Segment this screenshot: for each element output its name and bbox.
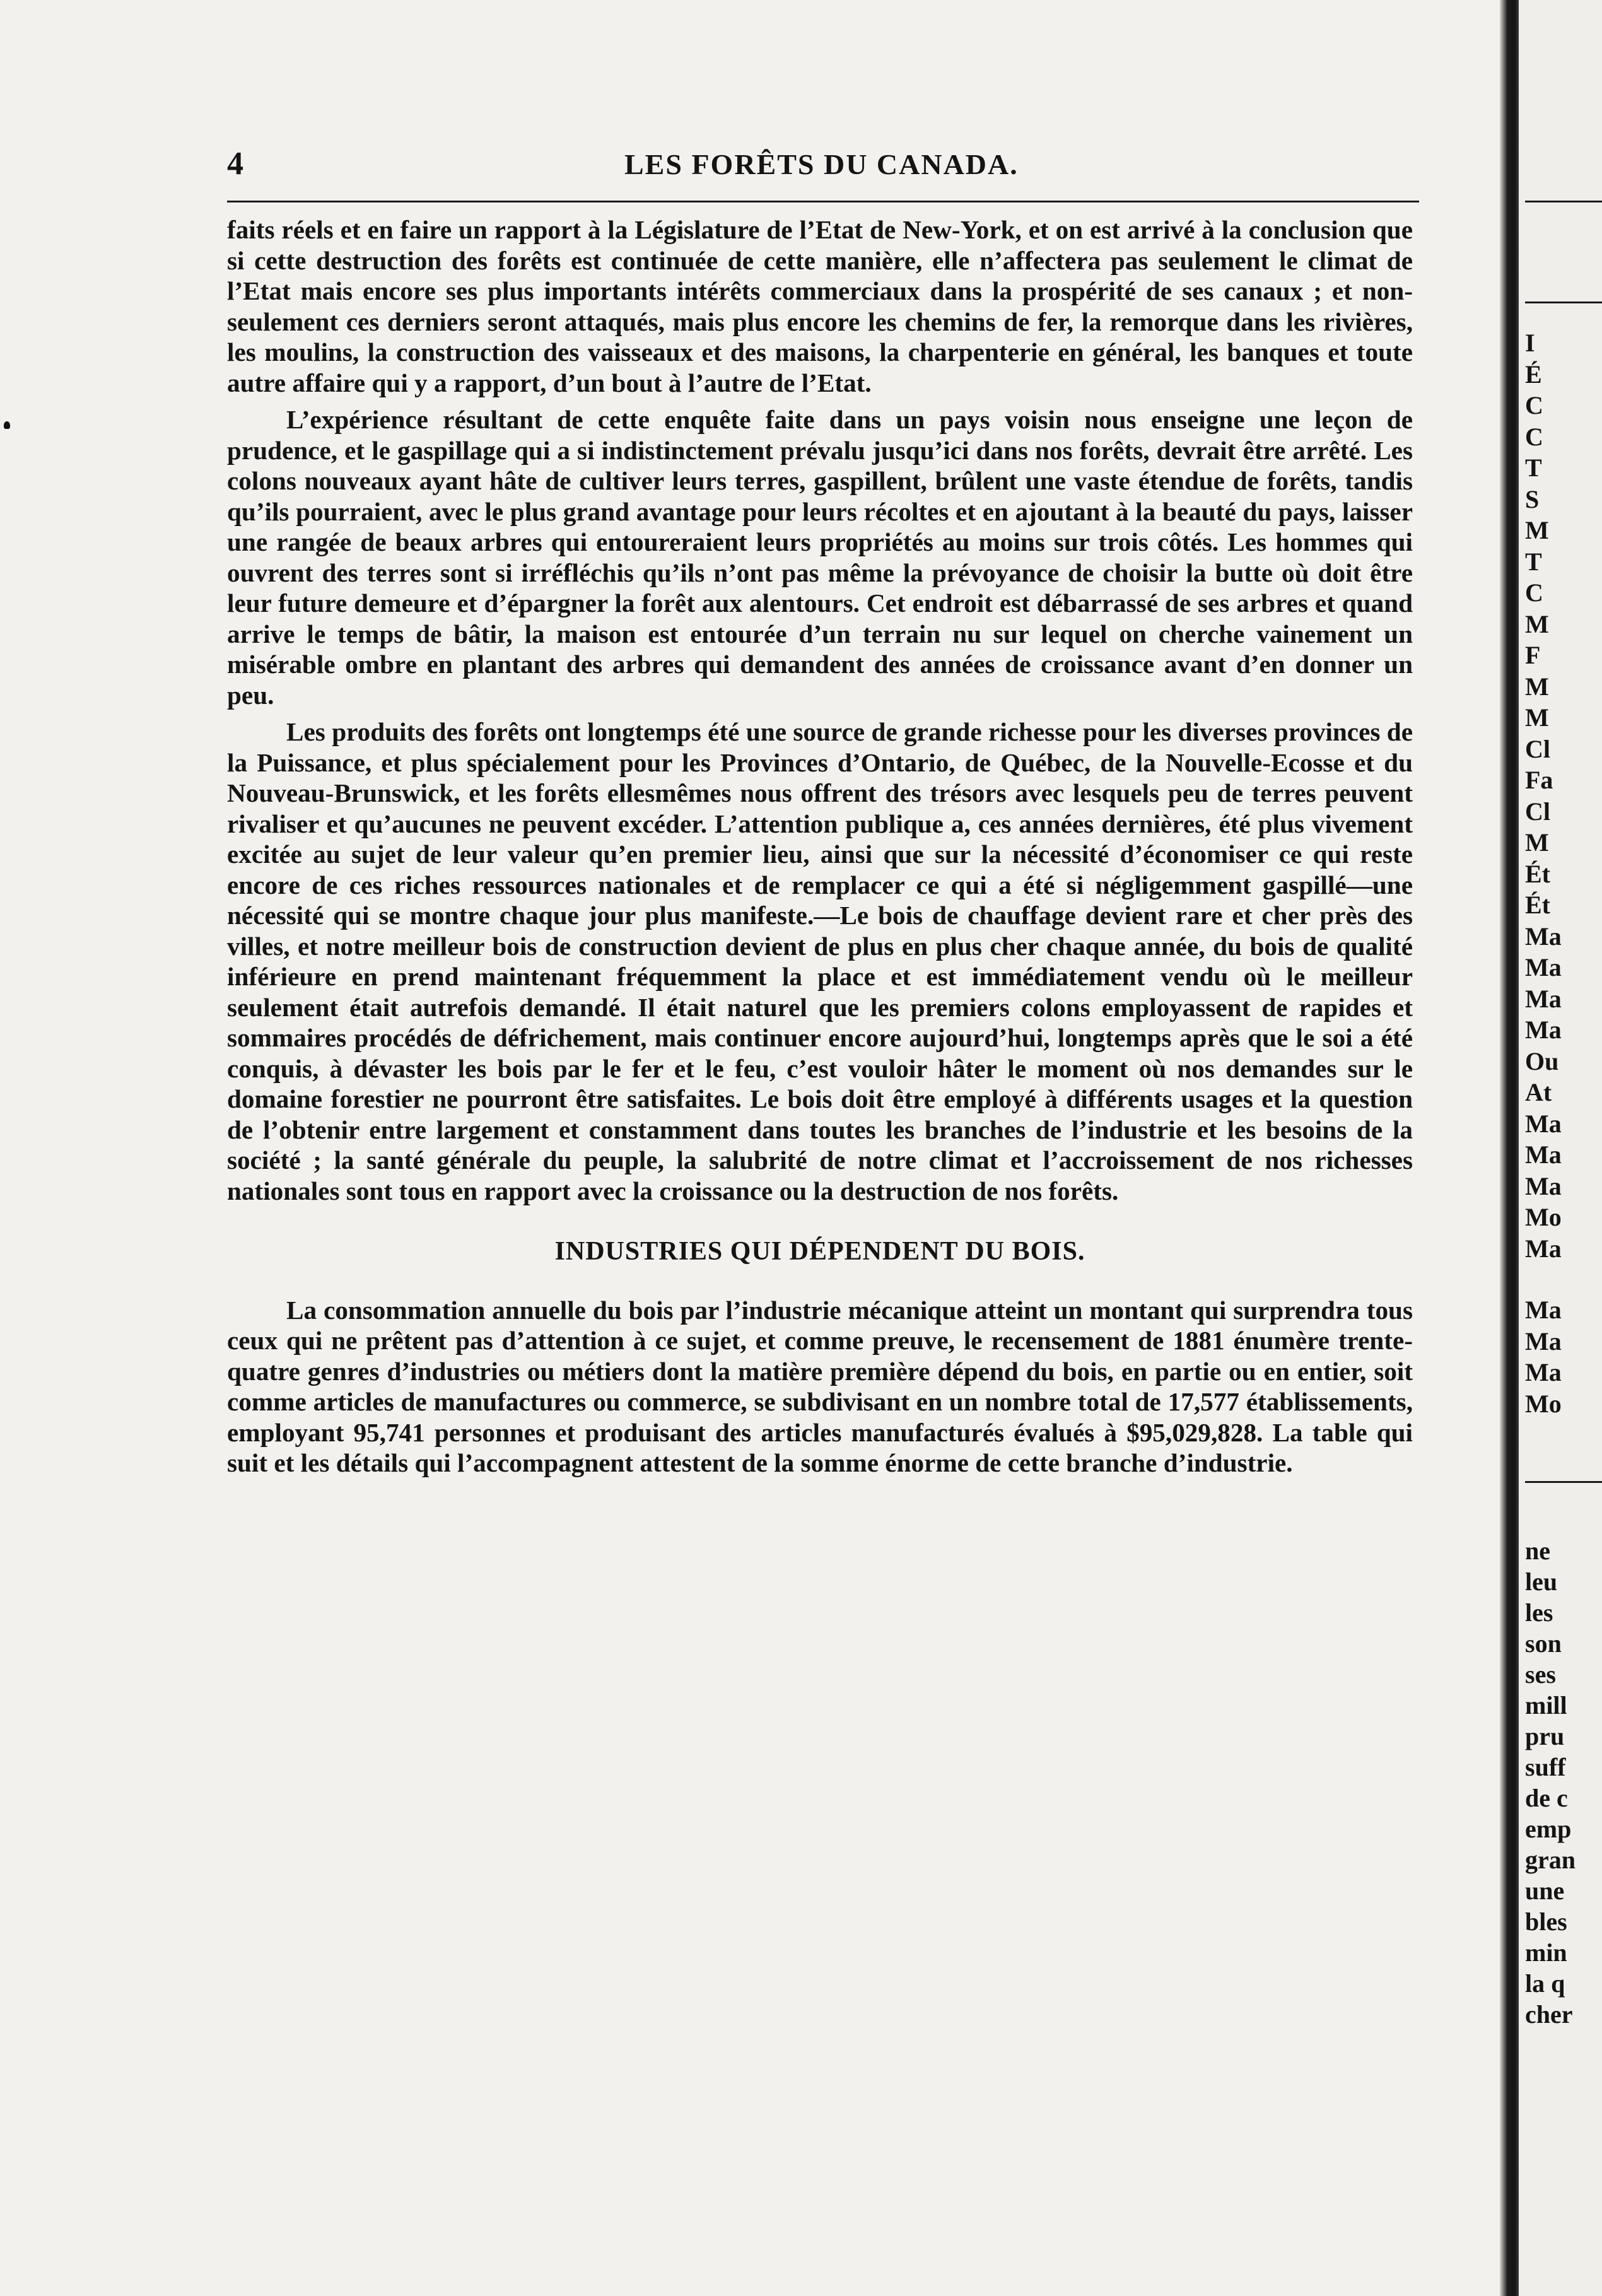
facing-list-fragment: Ma	[1525, 1327, 1562, 1356]
facing-list-fragment: M	[1525, 672, 1549, 701]
facing-list-fragment: F	[1525, 641, 1541, 669]
facing-text-fragment: cher	[1525, 2000, 1573, 2029]
facing-list-fragment: I	[1525, 329, 1535, 357]
facing-text-fragment: bles	[1525, 1907, 1567, 1936]
facing-list-fragment: Ma	[1525, 1109, 1562, 1138]
facing-list-fragment: M	[1525, 516, 1549, 544]
facing-list-fragment: T	[1525, 454, 1542, 482]
facing-list-fragment: T	[1525, 547, 1542, 576]
facing-list-fragment: M	[1525, 828, 1549, 857]
facing-list-fragment: É	[1525, 360, 1542, 389]
facing-list-fragment: Ma	[1525, 922, 1562, 951]
facing-list-fragment: Cl	[1525, 734, 1550, 763]
book-gutter	[1500, 0, 1519, 2296]
facing-list-fragment: Fa	[1525, 766, 1553, 794]
facing-list-fragment: Ma	[1525, 1171, 1562, 1200]
facing-list-fragment: M	[1525, 609, 1549, 638]
facing-text-fragment: ne	[1525, 1537, 1550, 1565]
page-number: 4	[227, 146, 243, 182]
facing-text-fragment: les	[1525, 1598, 1553, 1627]
page-header	[221, 139, 1419, 196]
facing-text-fragment: gran	[1525, 1846, 1576, 1874]
facing-list-fragment: Ét	[1525, 859, 1550, 888]
facing-list-fragment: Mo	[1525, 1389, 1562, 1418]
facing-text-fragment: pru	[1525, 1722, 1565, 1750]
facing-list-fragment: Ma	[1525, 953, 1562, 981]
facing-list-fragment: M	[1525, 703, 1549, 732]
facing-list-fragment: At	[1525, 1078, 1552, 1106]
facing-text-fragment: son	[1525, 1629, 1562, 1658]
facing-text-fragment: ses	[1525, 1660, 1556, 1689]
facing-list-fragment: Ou	[1525, 1046, 1559, 1075]
header-rule	[227, 201, 1419, 202]
section-heading: INDUSTRIES QUI DÉPENDENT DU BOIS.	[554, 1237, 1085, 1266]
paragraph-1: faits réels et en faire un rapport à la Législature de l’Etat de New-York, et on est arrivé à la conclusion que si cette destruction des forêts est continuée de cette manière, elle n’affectera pas seulement le climat de l’Etat mais encore ses plus importants intérêts commerciaux dans la prospérité de ses canaux ; et non-seulement ces derniers seront attaqués, mais plus encore les chemins de fer, la remorque dans les rivières, les moulins, la construction des vaisseaux et des maisons, la charpenterie en général, les banques et toute autre affaire qui y a rapport, d’un bout à l’autre de l’Etat.	[227, 215, 1413, 397]
facing-text-fragment: mill	[1525, 1691, 1567, 1719]
body-text	[227, 214, 1413, 1485]
facing-text-fragment: emp	[1525, 1815, 1572, 1843]
facing-list-fragment: Mo	[1525, 1203, 1562, 1231]
book-page	[221, 139, 1419, 2182]
facing-list-fragment: Ma	[1525, 1358, 1562, 1386]
facing-list-fragment: Ma	[1525, 984, 1562, 1013]
facing-list-fragment: Ma	[1525, 1234, 1562, 1263]
facing-list-fragment: S	[1525, 484, 1540, 513]
paragraph-3: Les produits des forêts ont longtemps été une source de grande richesse pour les diverses provinces de la Puissance, et plus spécialement pour les Provinces d’Ontario, de Québec, de la Nouvelle-Ecosse et du Nouveau-Brunswick, et les forêts ellesmêmes nous offrent des trésors avec lesquels peu de terres peuvent rivaliser et qu’aucunes ne peuvent excéder. L’attention publique a, ces années dernières, été plus vivement excitée au sujet de leur valeur qu’en premier lieu, ainsi que sur la nécessité d’économiser ce qui reste encore de ces riches ressources nationales et de remplacer ce qui a été si négligemment gaspillé—une nécessité qui se montre chaque jour plus manifeste.—Le bois de chauffage devient rare et cher près des villes, et notre meilleur bois de construction devient de plus en plus cher chaque année, du bois de qualité inférieure en prend maintenant fréquemment la place et est immédiatement vendu où le meilleur seulement était autrefois demandé. Il était naturel que les premiers colons employassent de rapides et sommaires procédés de défrichement, mais continuer encore aujourd’hui, longtemps après que le soi a été conquis, à dévaster les bois par le fer et le feu, c’est vouloir hâter le moment où nos demandes sur le domaine forestier ne pourront être satisfaites. Le bois doit être employé à différents usages et la question de l’obtenir entre largement et constamment dans toutes les branches de l’industrie et les besoins de la société ; la santé générale du peuple, la salubrité de notre climat et l’accroissement de nos richesses nationales sont tous en rapport avec la croissance ou la destruction de nos forêts.	[227, 717, 1413, 1205]
margin-speck	[4, 421, 10, 429]
facing-rule-top	[1525, 201, 1602, 202]
paragraph-2: L’expérience résultant de cette enquête faite dans un pays voisin nous enseigne une leçon de prudence, et le gaspillage qui a si indistinctement prévalu jusqu’ici dans nos forêts, devrait être arrêté. Les colons nouveaux ayant hâte de cultiver leurs terres, gaspillent, brûlent une vaste étendue de forêts, tandis qu’ils pourraient, avec le plus grand avantage pour leurs récoltes et en ajoutant à la beauté du pays, laisser une rangée de beaux arbres qui entoureraient leurs propriétés au moins sur trois côtés. Les hommes qui ouvrent des terres sont si irréfléchis qu’ils n’ont pas même la prévoyance de choisir la butte où doit être leur future demeure et d’épargner la forêt aux alentours. Cet endroit est débarrassé de ses arbres et quand arrive le temps de bâtir, la maison est entourée d’un terrain nu sur lequel on cherche vainement un misérable ombre en plantant des arbres qui demandent des années de croissance avant d’en donner un peu.	[227, 405, 1413, 710]
facing-text-fragment: suff	[1525, 1753, 1566, 1781]
facing-list-fragment: C	[1525, 422, 1543, 451]
facing-page-fragment	[1519, 0, 1602, 2296]
facing-list-fragment: Ma	[1525, 1296, 1562, 1324]
facing-text-fragment: leu	[1525, 1567, 1558, 1596]
facing-list-fragment: C	[1525, 391, 1543, 419]
facing-rule-bottom	[1525, 1481, 1602, 1483]
facing-list-fragment: Cl	[1525, 797, 1550, 826]
facing-text-fragment: de c	[1525, 1784, 1568, 1812]
facing-text-fragment: une	[1525, 1877, 1565, 1905]
facing-list-fragment: Ma	[1525, 1140, 1562, 1169]
facing-text-fragment: la q	[1525, 1969, 1565, 1998]
section-paragraph: La consommation annuelle du bois par l’industrie mécanique atteint un montant qui surprendra tous ceux qui ne prêtent pas d’attention à ce sujet, et comme preuve, le recensement de 1881 énumère trente-quatre genres d’industries ou métiers dont la matière première dépend du bois, en partie ou en entier, soit comme articles de manufactures ou commerce, se subdivisant en un nombre total de 17,577 établissements, employant 95,741 personnes et produisant des articles manufacturés évalués à $95,029,828. La table qui suit et les détails qui l’accompagnent attestent de la somme énorme de cette branche d’industrie.	[227, 1295, 1413, 1477]
facing-list-fragment: C	[1525, 578, 1543, 607]
facing-list-fragment: Ma	[1525, 1016, 1562, 1044]
facing-list-fragment: Ét	[1525, 891, 1550, 919]
running-head: LES FORÊTS DU CANADA.	[624, 148, 1019, 180]
facing-rule-list	[1525, 302, 1602, 303]
facing-text-fragment: min	[1525, 1938, 1567, 1967]
